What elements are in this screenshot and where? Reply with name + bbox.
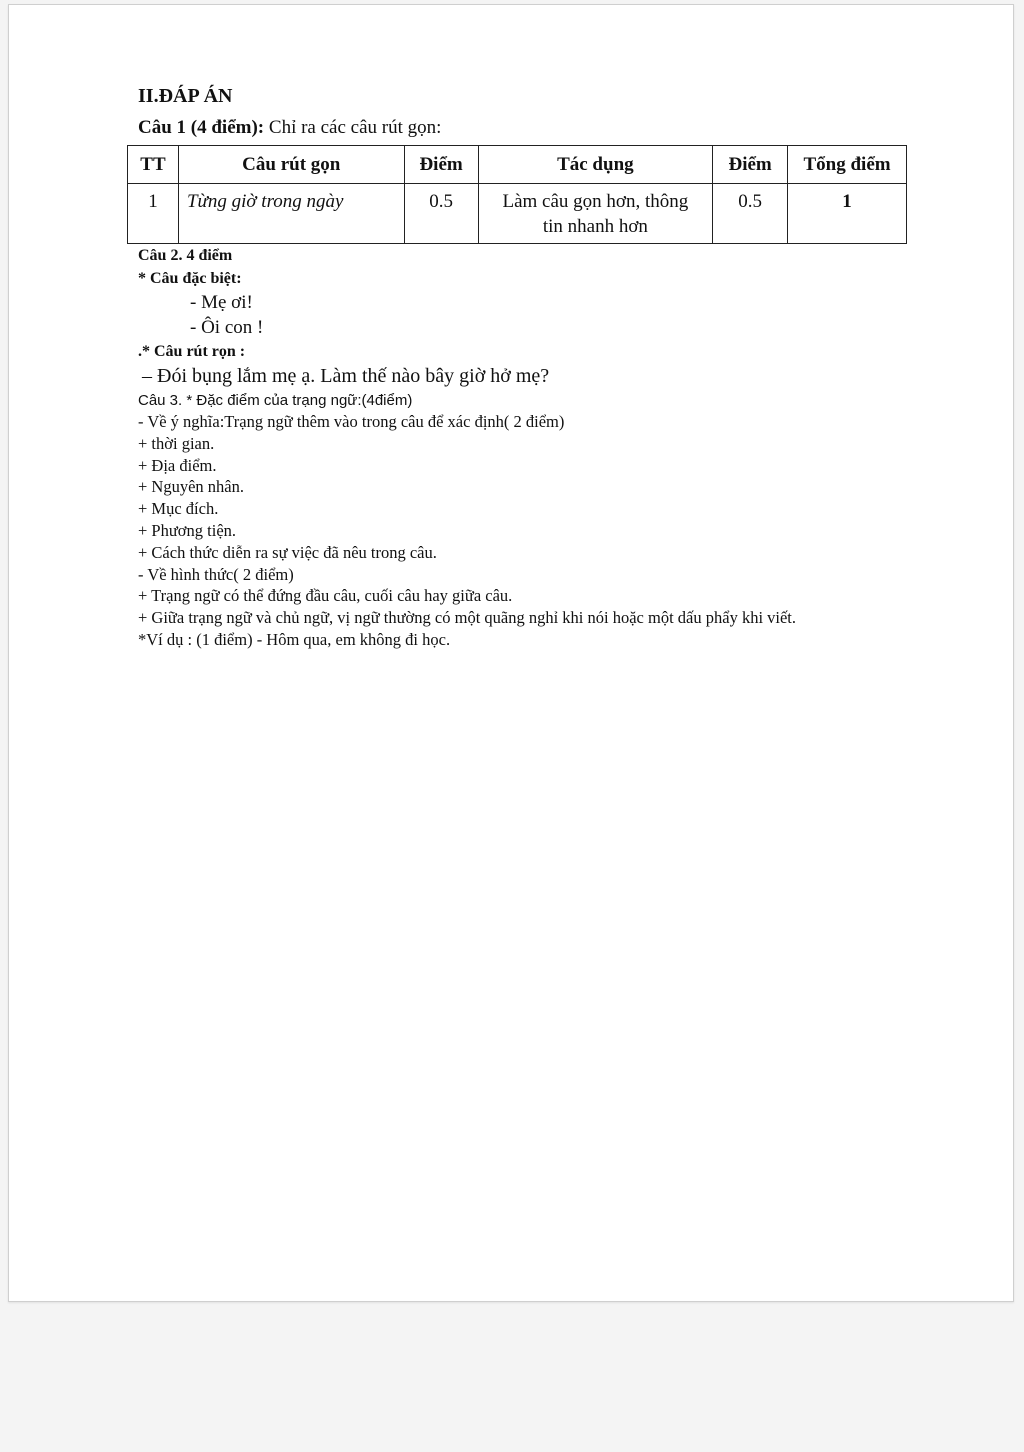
question-1-text: Chỉ ra các câu rút gọn: <box>264 117 442 138</box>
list-item: + Nguyên nhân. <box>138 477 244 497</box>
question-3-label: Câu 3. * Đặc điểm của trạng ngữ:(4điểm) <box>138 392 413 409</box>
header-tt: TT <box>128 146 179 184</box>
question-1-label: Câu 1 (4 điểm): <box>138 117 265 138</box>
question-1 <box>138 116 998 140</box>
list-item: + Mục đích. <box>138 499 219 519</box>
list-item: - Về ý nghĩa:Trạng ngữ thêm vào trong câu để xác định( 2 điểm) <box>138 412 565 431</box>
cell-effect <box>478 184 713 244</box>
cell-sentence: Từng giờ trong ngày <box>178 184 404 244</box>
cell-total: 1 <box>788 184 907 244</box>
list-item: + Giữa trạng ngữ và chủ ngữ, vị ngữ thường có một quãng nghỉ khi nói hoặc một dấu phẩy khi viết. <box>138 608 797 628</box>
page-content <box>138 83 998 651</box>
special-item-2: - Ôi con ! <box>190 317 264 338</box>
cell-effect-line-1: Làm câu gọn hơn, thông <box>502 191 689 212</box>
section-heading: II.ĐÁP ÁN <box>138 85 233 107</box>
list-item: + Cách thức diễn ra sự việc đã nêu trong câu. <box>138 542 437 562</box>
cell-effect-line-2: tin nhanh hơn <box>542 216 648 237</box>
reduced-sentence-text: – Đói bụng lắm mẹ ạ. Làm thế nào bây giờ hở mẹ? <box>142 365 550 387</box>
list-item: + Địa điểm. <box>138 455 217 475</box>
header-score-2: Điểm <box>713 146 788 184</box>
cell-score: 0.5 <box>404 184 478 244</box>
answer-table <box>127 145 907 244</box>
cell-tt: 1 <box>128 184 179 244</box>
document-page <box>8 4 1014 1302</box>
list-item: + Phương tiện. <box>138 520 237 540</box>
question-2-label: Câu 2. 4 điểm <box>138 247 233 264</box>
table-row <box>128 184 907 244</box>
list-item: + thời gian. <box>138 433 215 453</box>
header-score: Điểm <box>404 146 478 184</box>
header-total: Tổng điểm <box>788 146 907 184</box>
list-item: - Về hình thức( 2 điểm) <box>138 564 294 584</box>
reduced-sentence-title: .* Câu rút rọn : <box>138 343 246 360</box>
header-effect: Tác dụng <box>478 146 713 184</box>
special-item-1: - Mẹ ơi! <box>190 292 253 313</box>
header-sentence: Câu rút gọn <box>178 146 404 184</box>
table-header-row <box>128 146 907 184</box>
cell-score-2: 0.5 <box>713 184 788 244</box>
list-item: + Trạng ngữ có thể đứng đầu câu, cuối câu hay giữa câu. <box>138 586 513 606</box>
question-3-lines <box>138 411 998 651</box>
special-sentence-title: * Câu đặc biệt: <box>138 270 242 287</box>
list-item: *Ví dụ : (1 điểm) - Hôm qua, em không đi học. <box>138 629 451 649</box>
